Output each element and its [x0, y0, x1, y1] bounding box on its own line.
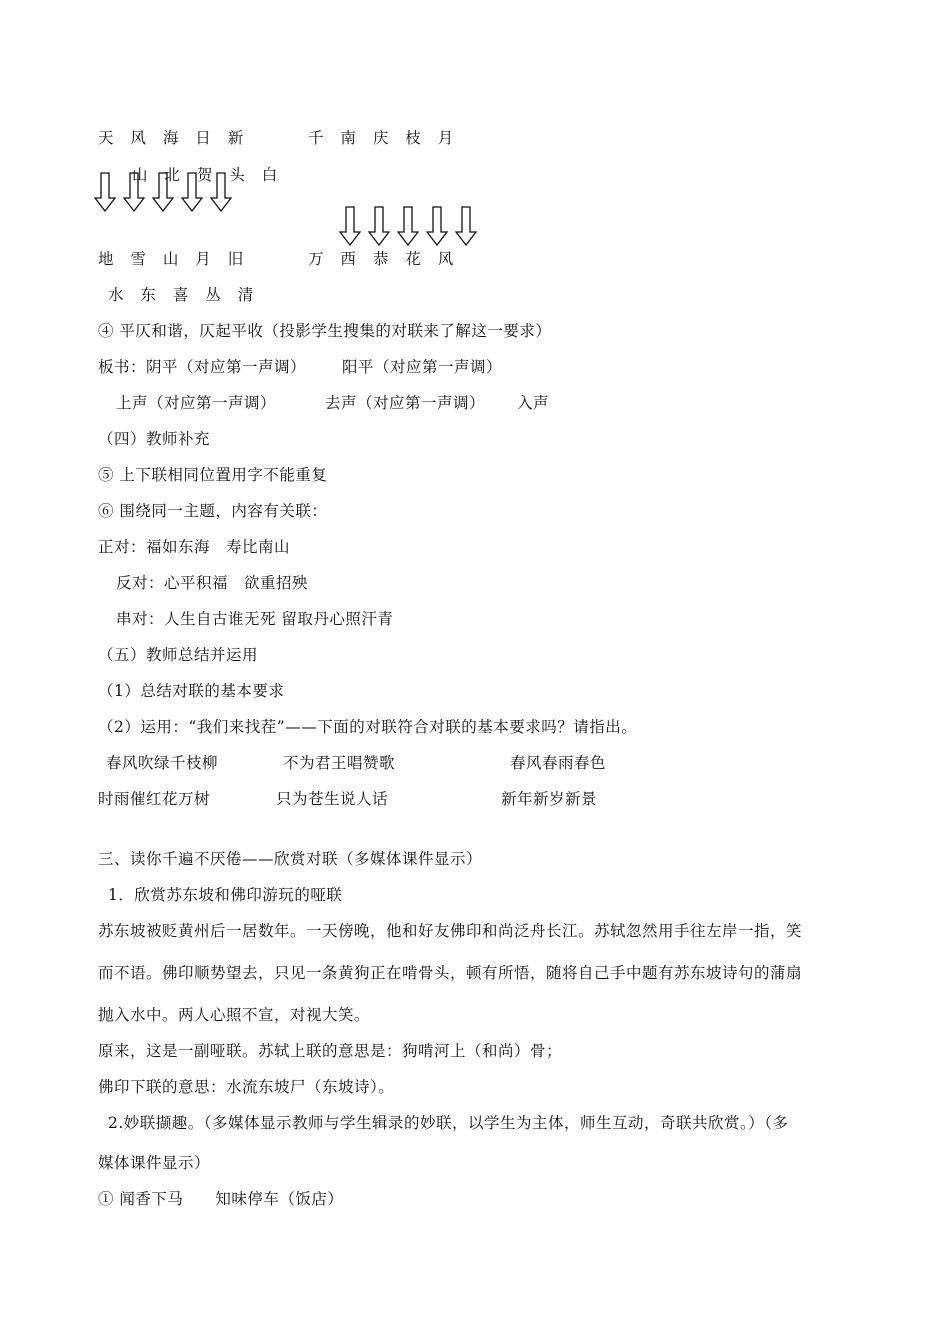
part-5-heading: （五）教师总结并运用 — [98, 646, 259, 664]
fandui: 反对：心平积福 欲重招殃 — [116, 574, 309, 592]
couplet-1-lower: 时雨催红花万树 — [98, 790, 211, 808]
item-2-line-1: 2.妙联撷趣。（多媒体显示教师与学生辑录的妙联，以学生为主体，师生互动，奇联共欣赏。）（多 — [108, 1114, 789, 1132]
board-line2-b: 去声（对应第一声调） — [325, 394, 486, 412]
couplet-3-lower: 新年新岁新景 — [501, 790, 598, 808]
down-arrows-left — [94, 172, 239, 212]
down-arrow-icon — [123, 172, 145, 212]
tone-row-left-bottom: 地 雪 山 月 旧 — [98, 250, 250, 268]
rule-6: ⑥ 围绕同一主题，内容有关联： — [98, 502, 328, 520]
example-1: ① 闻香下马 知味停车（饭店） — [98, 1190, 344, 1208]
down-arrow-icon — [339, 206, 361, 246]
story-line-1: 苏东坡被贬黄州后一居数年。一天傍晚，他和好友佛印和尚泛舟长江。苏轼忽然用手往左岸一指，笑 — [98, 922, 803, 940]
origin-line-2: 佛印下联的意思：水流东坡尸（东坡诗）。 — [98, 1078, 395, 1096]
down-arrow-icon — [210, 172, 232, 212]
story-line-2: 而不语。佛印顺势望去，只见一条黄狗正在啃骨头，顿有所悟，随将自己手中题有苏东坡诗句的蒲扇 — [98, 964, 803, 982]
board-line2-c: 入声 — [517, 394, 550, 412]
rule-5: ⑤ 上下联相同位置用字不能重复 — [98, 466, 328, 484]
down-arrow-icon — [181, 172, 203, 212]
couplet-2-upper: 不为君王唱赞歌 — [283, 754, 396, 772]
down-arrow-icon — [426, 206, 448, 246]
story-line-3: 抛入水中。两人心照不宣，对视大笑。 — [98, 1006, 371, 1024]
origin-line-1: 原来，这是一副哑联。苏轼上联的意思是：狗啃河上（和尚）骨； — [98, 1042, 563, 1060]
tone-row-left-bottom-sub: 水 东 喜 丛 清 — [108, 286, 260, 304]
tone-row-left-top: 天 风 海 日 新 — [98, 129, 250, 147]
couplet-3-upper: 春风春雨春色 — [510, 754, 607, 772]
board-line2-a: 上声（对应第一声调） — [116, 394, 277, 412]
item-1: 1．欣赏苏东坡和佛印游玩的哑联 — [108, 886, 343, 904]
zhengdui: 正对：福如东海 寿比南山 — [98, 538, 291, 556]
down-arrows-right — [339, 206, 484, 246]
tone-row-right-top: 千 南 庆 枝 月 — [308, 129, 460, 147]
tone-row-right-bottom: 万 西 恭 花 风 — [308, 250, 460, 268]
item-2-line-2: 媒体课件显示） — [98, 1154, 211, 1172]
board-line1-a: 板书：阴平（对应第一声调） — [98, 358, 307, 376]
down-arrow-icon — [368, 206, 390, 246]
part-4-heading: （四）教师补充 — [98, 430, 211, 448]
down-arrow-icon — [455, 206, 477, 246]
couplet-2-lower: 只为苍生说人话 — [276, 790, 389, 808]
summary-1: （1）总结对联的基本要求 — [98, 682, 285, 700]
down-arrow-icon — [94, 172, 116, 212]
down-arrow-icon — [152, 172, 174, 212]
summary-2: （2）运用：“我们来找茬”——下面的对联符合对联的基本要求吗？请指出。 — [98, 718, 638, 736]
couplet-1-upper: 春风吹绿千枝柳 — [106, 754, 219, 772]
board-line1-b: 阳平（对应第一声调） — [342, 358, 503, 376]
chuandui: 串对：人生自古谁无死 留取丹心照汗青 — [116, 610, 394, 628]
rule-4: ④ 平仄和谐，仄起平收（投影学生搜集的对联来了解这一要求） — [98, 322, 552, 340]
tone-row-left-top-sub: 山 北 贺 头 白 — [132, 166, 284, 184]
part-3-heading: 三、读你千遍不厌倦——欣赏对联（多媒体课件显示） — [98, 850, 483, 868]
down-arrow-icon — [397, 206, 419, 246]
